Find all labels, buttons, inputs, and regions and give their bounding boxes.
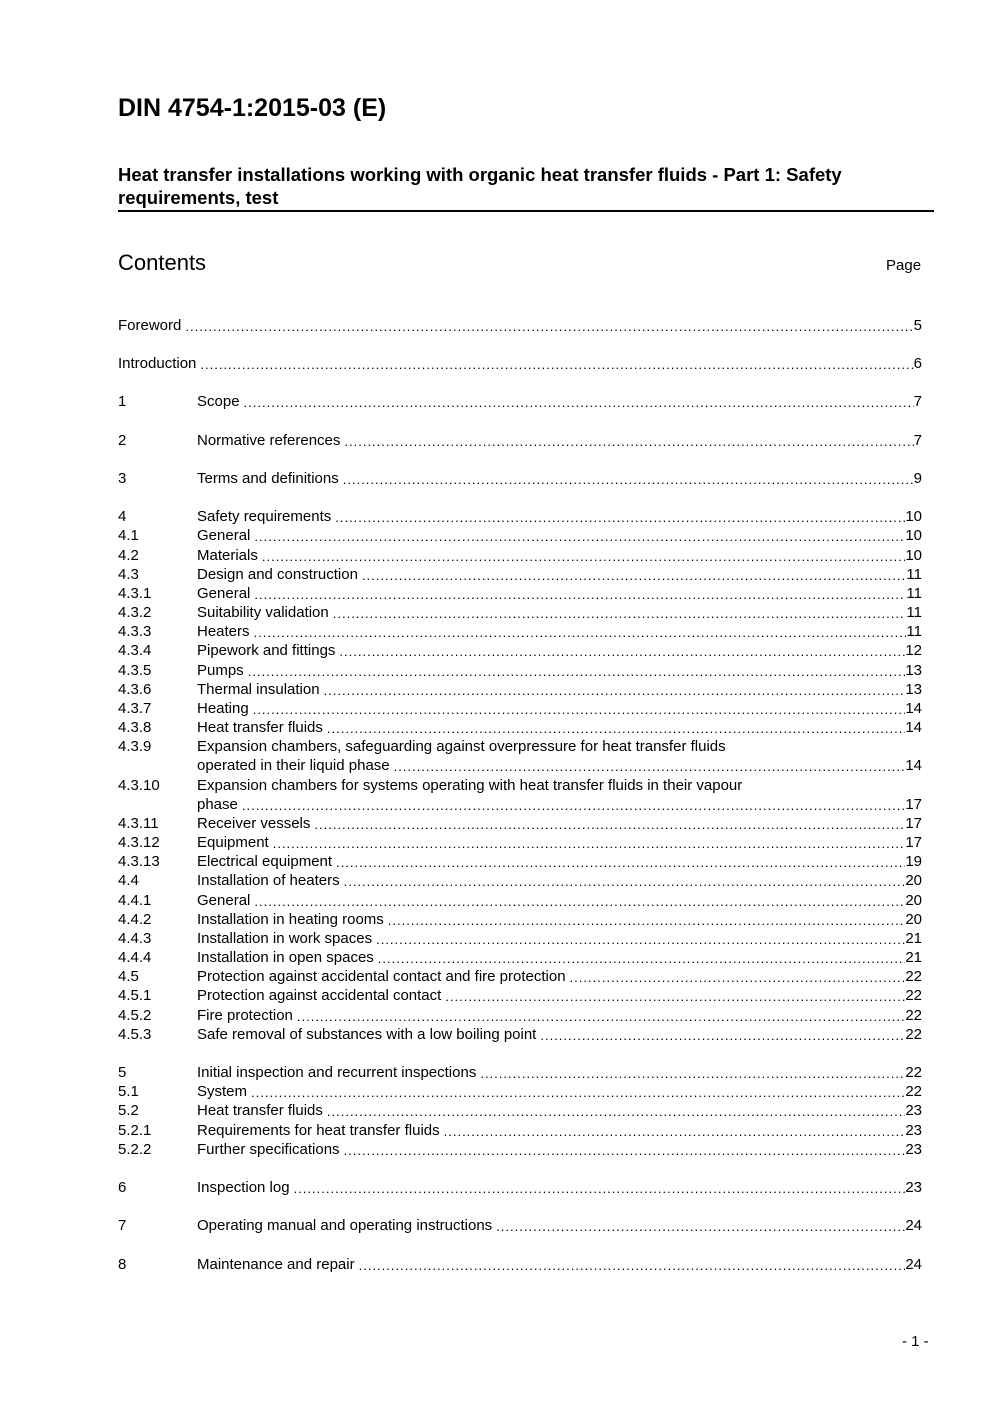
dot-leader	[314, 814, 905, 833]
toc-entry-page: 23	[905, 1102, 922, 1119]
dot-leader	[344, 1140, 906, 1159]
dot-leader	[294, 1178, 906, 1197]
toc-entry[interactable]	[118, 1216, 922, 1235]
toc-entry-page: 10	[905, 527, 922, 544]
toc-entry-title: Installation of heaters	[197, 872, 340, 889]
toc-entry-page: 20	[905, 892, 922, 909]
toc-entry-page: 11	[906, 604, 922, 621]
toc-entry-number: 4.4	[118, 872, 139, 889]
toc-entry-title: phase	[197, 796, 238, 813]
dot-leader	[388, 910, 906, 929]
toc-entry-title: Pumps	[197, 662, 244, 679]
toc-entry-number: 4.3.4	[118, 642, 152, 659]
toc-entry[interactable]	[118, 1140, 922, 1159]
toc-entry-title: Normative references	[197, 432, 341, 449]
dot-leader	[344, 431, 913, 450]
toc-entry-number: 8	[118, 1256, 127, 1273]
toc-entry-number: 5	[118, 1064, 127, 1081]
toc-entry-title: Scope	[197, 393, 240, 410]
toc-entry-number: 4.3.9	[118, 738, 152, 755]
toc-entry[interactable]	[118, 603, 922, 622]
toc-entry-number: 1	[118, 393, 127, 410]
toc-entry-number	[118, 795, 197, 814]
toc-entry-page: 20	[905, 911, 922, 928]
toc-entry-title: Design and construction	[197, 566, 358, 583]
toc-entry-number: 4	[118, 508, 127, 525]
toc-entry-page: 17	[905, 834, 922, 851]
toc-entry-page: 24	[905, 1256, 922, 1273]
toc-entry-number: 6	[118, 1179, 127, 1196]
dot-leader	[480, 1063, 905, 1082]
toc-entry-title: Safe removal of substances with a low boiling point	[197, 1026, 537, 1043]
toc-entry-title: Protection against accidental contact and fire protection	[197, 968, 566, 985]
toc-entry-page: 23	[905, 1122, 922, 1139]
toc-entry-page: 11	[906, 585, 922, 602]
dot-leader	[254, 622, 907, 641]
toc-entry[interactable]	[118, 1178, 922, 1197]
toc-entry-page: 22	[905, 968, 922, 985]
toc-entry-title: Heat transfer fluids	[197, 1102, 323, 1119]
toc-entry[interactable]	[118, 565, 922, 584]
toc-entry-title: Foreword	[118, 317, 182, 334]
toc-entry-number: 5.1	[118, 1083, 139, 1100]
toc-entry[interactable]	[118, 1082, 922, 1101]
toc-entry-title: Operating manual and operating instructions	[197, 1217, 493, 1234]
toc-entry-title: Installation in heating rooms	[197, 911, 384, 928]
toc-entry-page: 13	[905, 681, 922, 698]
toc-entry[interactable]	[118, 392, 922, 411]
dot-leader	[343, 469, 914, 488]
toc-entry[interactable]	[118, 1101, 922, 1120]
dot-leader	[200, 354, 913, 373]
toc-entry-title-line1: Expansion chambers for systems operating with heat transfer fluids in their vapour	[197, 777, 743, 794]
toc-entry[interactable]	[118, 1121, 922, 1140]
dot-leader	[444, 1121, 906, 1140]
toc-entry-title: Installation in work spaces	[197, 930, 373, 947]
toc-entry-page: 22	[905, 1083, 922, 1100]
toc-entry[interactable]	[118, 910, 922, 929]
toc-entry-title: Heaters	[197, 623, 250, 640]
dot-leader	[344, 871, 906, 890]
toc-entry-title: System	[197, 1083, 248, 1100]
toc-entry[interactable]	[118, 814, 922, 833]
toc-entry-page: 11	[906, 566, 922, 583]
toc-entry-title: Thermal insulation	[197, 681, 320, 698]
toc-entry-page: 7	[913, 393, 922, 410]
toc-entry[interactable]	[118, 756, 922, 775]
toc-entry-number: 4.5.1	[118, 987, 152, 1004]
toc-entry[interactable]	[118, 871, 922, 890]
toc-entry[interactable]	[118, 622, 922, 641]
toc-entry-title: Inspection log	[197, 1179, 290, 1196]
toc-entry-page: 9	[913, 470, 922, 487]
toc-entry-title: Equipment	[197, 834, 269, 851]
toc-entry-page: 22	[905, 1064, 922, 1081]
toc-entry-title: Initial inspection and recurrent inspections	[197, 1064, 477, 1081]
dot-leader	[496, 1216, 905, 1235]
toc-entry-title: Heat transfer fluids	[197, 719, 323, 736]
toc-entry[interactable]	[118, 431, 922, 450]
toc-entry-page: 7	[913, 432, 922, 449]
toc-entry-title: Further specifications	[197, 1141, 340, 1158]
toc-entry[interactable]	[118, 967, 922, 986]
toc-entry-number: 4.1	[118, 527, 139, 544]
toc-entry-number: 4.3.5	[118, 662, 152, 679]
toc-entry-page: 22	[905, 1026, 922, 1043]
toc-entry-page: 14	[905, 757, 922, 774]
toc-entry-page: 11	[906, 623, 922, 640]
dot-leader	[254, 584, 906, 603]
dot-leader	[273, 833, 906, 852]
toc-entry[interactable]	[118, 852, 922, 871]
dot-leader	[254, 526, 905, 545]
toc-entry-page: 14	[905, 700, 922, 717]
dot-leader	[445, 986, 905, 1005]
toc-entry-page: 22	[905, 987, 922, 1004]
dot-leader	[324, 680, 906, 699]
toc-entry[interactable]	[118, 1063, 922, 1082]
toc-entry-number: 2	[118, 432, 127, 449]
toc-entry-title: Protection against accidental contact	[197, 987, 442, 1004]
toc-entry-page: 10	[905, 547, 922, 564]
toc-entry-title: operated in their liquid phase	[197, 757, 390, 774]
toc-entry-title: Terms and definitions	[197, 470, 339, 487]
dot-leader	[262, 546, 905, 565]
page-number: - 1 -	[902, 1333, 929, 1350]
toc-entry-number: 4.3.3	[118, 623, 152, 640]
toc-entry-title: Maintenance and repair	[197, 1256, 355, 1273]
toc-entry[interactable]	[118, 795, 922, 814]
toc-entry-page: 23	[905, 1141, 922, 1158]
toc-entry[interactable]	[118, 641, 922, 660]
toc-entry-title: Electrical equipment	[197, 853, 333, 870]
toc-entry-page: 23	[905, 1179, 922, 1196]
dot-leader	[254, 891, 905, 910]
toc-entry-number: 5.2.2	[118, 1141, 152, 1158]
toc-entry-number: 7	[118, 1217, 127, 1234]
toc-entry-page: 20	[905, 872, 922, 889]
toc-entry-title: Requirements for heat transfer fluids	[197, 1122, 440, 1139]
page-column-heading: Page	[886, 257, 922, 274]
toc-entry-page: 12	[905, 642, 922, 659]
toc-entry[interactable]	[118, 891, 922, 910]
dot-leader	[540, 1025, 905, 1044]
dot-leader	[244, 392, 914, 411]
toc-entry[interactable]	[118, 1255, 922, 1274]
toc-entry[interactable]	[118, 661, 922, 680]
dot-leader	[251, 1082, 905, 1101]
toc-entry-title: General	[197, 527, 251, 544]
toc-entry-number: 4.3.2	[118, 604, 152, 621]
toc-entry-page: 19	[905, 853, 922, 870]
toc-entry-number: 4.3.8	[118, 719, 152, 736]
toc-entry-page: 14	[905, 719, 922, 736]
toc-entry-number: 4.4.1	[118, 892, 152, 909]
dot-leader	[327, 718, 905, 737]
toc-entry-title: Introduction	[118, 355, 197, 372]
toc-entry[interactable]	[118, 354, 922, 373]
toc-entry-page: 21	[905, 930, 922, 947]
toc-entry-number: 4.3.10	[118, 777, 160, 794]
dot-leader	[362, 565, 906, 584]
dot-leader	[359, 1255, 906, 1274]
dot-leader	[376, 929, 905, 948]
document-id: DIN 4754-1:2015-03 (E)	[118, 94, 387, 122]
toc-entry-title: Materials	[197, 547, 258, 564]
toc-entry-title-line1: Expansion chambers, safeguarding against overpressure for heat transfer fluids	[197, 738, 726, 755]
dot-leader	[242, 795, 905, 814]
toc-entry-number: 4.4.4	[118, 949, 152, 966]
toc-entry[interactable]	[118, 986, 922, 1005]
dot-leader	[333, 603, 907, 622]
toc-entry-title: Pipework and fittings	[197, 642, 336, 659]
toc-entry-number: 4.4.2	[118, 911, 152, 928]
toc-entry[interactable]	[118, 316, 922, 335]
toc-entry[interactable]	[118, 507, 922, 526]
toc-entry[interactable]	[118, 1025, 922, 1044]
document-title: Heat transfer installations working with organic heat transfer fluids - Part 1: Safety requirements, test	[118, 164, 842, 208]
toc-entry-number	[118, 756, 197, 775]
toc-entry-number: 5.2.1	[118, 1122, 152, 1139]
toc-entry[interactable]	[118, 546, 922, 565]
dot-leader	[297, 1006, 905, 1025]
toc-entry[interactable]	[118, 929, 922, 948]
dot-leader	[378, 948, 906, 967]
dot-leader	[185, 316, 913, 335]
toc-entry[interactable]	[118, 1006, 922, 1025]
toc-entry[interactable]	[118, 948, 922, 967]
toc-entry-page: 17	[905, 796, 922, 813]
toc-entry-page: 21	[905, 949, 922, 966]
toc-entry-page: 17	[905, 815, 922, 832]
toc-entry-number: 4.3.7	[118, 700, 152, 717]
toc-entry-number: 4.3	[118, 566, 139, 583]
toc-entry[interactable]	[118, 680, 922, 699]
toc-entry-number: 4.3.11	[118, 815, 159, 832]
toc-entry[interactable]	[118, 699, 922, 718]
toc-entry-title: Safety requirements	[197, 508, 332, 525]
toc-entry-number: 4.3.6	[118, 681, 152, 698]
toc-entry-page: 24	[905, 1217, 922, 1234]
dot-leader	[570, 967, 906, 986]
toc-entry-number: 4.5	[118, 968, 139, 985]
dot-leader	[394, 756, 906, 775]
toc-entry-number: 3	[118, 470, 127, 487]
toc-entry-title: General	[197, 585, 251, 602]
toc-entry-number: 4.3.1	[118, 585, 152, 602]
toc-entry-title: Receiver vessels	[197, 815, 311, 832]
toc-entry-title: General	[197, 892, 251, 909]
toc-entry-number: 5.2	[118, 1102, 139, 1119]
toc-entry-number: 4.3.12	[118, 834, 160, 851]
toc-entry[interactable]	[118, 526, 922, 545]
dot-leader	[336, 852, 905, 871]
toc-entry-title: Installation in open spaces	[197, 949, 374, 966]
toc-entry-page: 6	[913, 355, 922, 372]
dot-leader	[253, 699, 906, 718]
toc-entry-page: 5	[913, 317, 922, 334]
toc-entry-number: 4.3.13	[118, 853, 160, 870]
dot-leader	[327, 1101, 905, 1120]
toc-entry[interactable]	[118, 833, 922, 852]
toc-entry-title: Fire protection	[197, 1007, 293, 1024]
toc-entry-title: Suitability validation	[197, 604, 329, 621]
dot-leader	[335, 507, 905, 526]
toc-entry[interactable]	[118, 584, 922, 603]
dot-leader	[339, 641, 905, 660]
toc-entry-title: Heating	[197, 700, 249, 717]
toc-entry-number: 4.5.3	[118, 1026, 152, 1043]
toc-entry-page: 22	[905, 1007, 922, 1024]
dot-leader	[248, 661, 906, 680]
toc-entry[interactable]	[118, 469, 922, 488]
contents-heading: Contents	[118, 250, 207, 275]
toc-entry-page: 13	[905, 662, 922, 679]
toc-entry[interactable]	[118, 718, 922, 737]
toc-entry-number: 4.2	[118, 547, 139, 564]
title-divider	[118, 210, 934, 212]
toc-entry-page: 10	[905, 508, 922, 525]
toc-entry-number: 4.4.3	[118, 930, 152, 947]
toc-entry-number: 4.5.2	[118, 1007, 152, 1024]
